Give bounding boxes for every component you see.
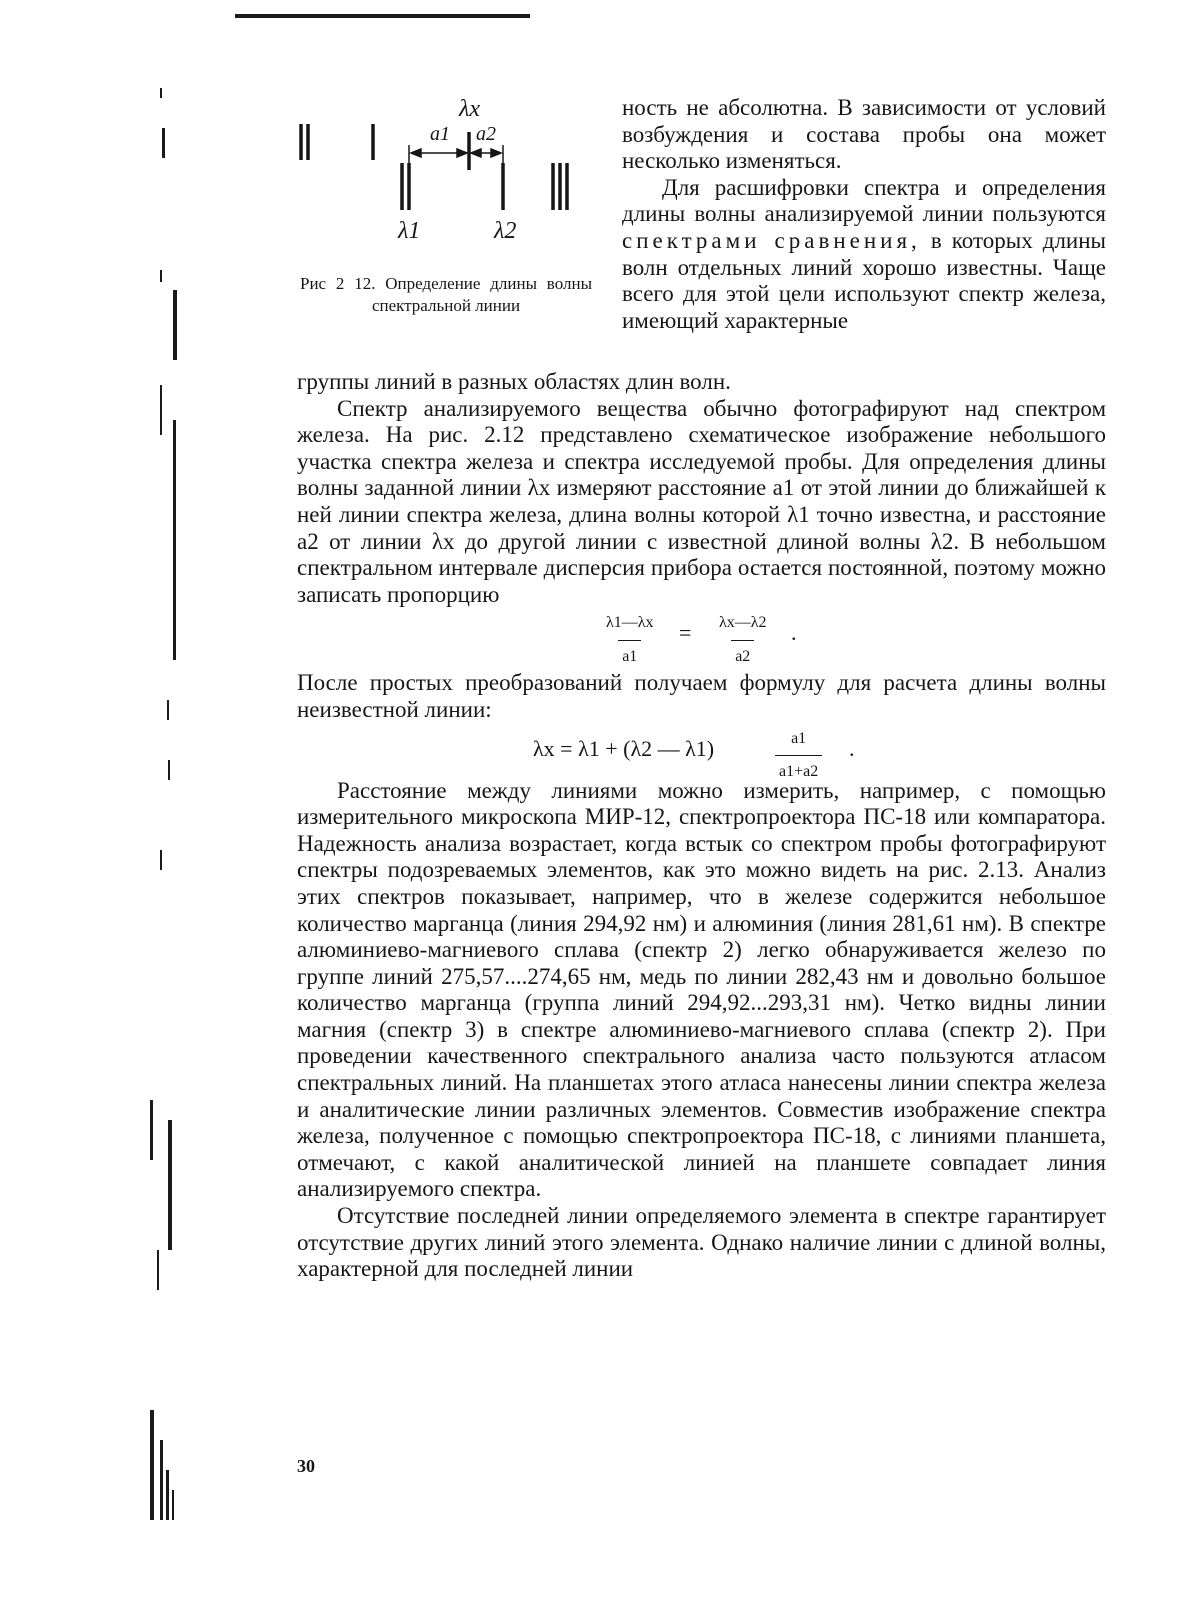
side-p2-before: Для расшифровки спектра и определения длины волны анализируемой линии пользуются — [622, 174, 1106, 227]
side-paragraph-2 — [622, 175, 1106, 335]
lambda-x-label: λx — [459, 96, 481, 122]
distance-arrows — [409, 145, 503, 163]
side-p2-after: в которых длины волн отдельных линий хорошо известны. Чаще всего для этой цели используют спектр железа, имеющий характерные — [622, 227, 1107, 333]
top-scan-rule — [235, 14, 530, 18]
figure-caption: Рис 2 12. Определение длины волны спектральной линии — [300, 274, 592, 315]
paragraph-3: Расстояние между линиями можно измерить, например, с помощью измерительного микроскопа МИР-12, спектропроектора ПС-18 или компаратора. Надежность анализа возрастает, когда встык со спектром пробы фотографируют спектры подозреваемых элементов, как это можно видеть на рис. 2.13. Анализ этих спектров показывает, например, что в железе содержится небольшое количество марганца (линия 294,92 нм) и алюминия (линия 281,61 нм). В спектре алюминиево-магниевого сплава (спектр 2) легко обнаруживается железо по группе линий 275,57....274,65 нм, медь по линии 282,43 нм и довольно большое количество марганца (группа линий 294,92...293,31 нм). Четко видны линии магния (спектр 3) в спектре алюминиево-магниевого сплава (спектр 2). При проведении качественного спектрального анализа часто пользуются атласом спектральных линий. На планшетах этого атласа нанесены линии спектра железа и аналитические линии различных элементов. Совместив изображение спектра железа, полученное с помощью спектропроектора ПС-18, с линиями планшета, отмечают, с какой аналитической линией на планшете совпадает линия анализируемого спектра. — [297, 777, 1106, 1202]
wavelength-formula: λx = λ1 + (λ2 — λ1) $\frac{a1}{a1+a2}$ . — [297, 724, 1106, 778]
continuation-line: группы линий в разных областях длин волн. — [297, 369, 731, 394]
proportion-formula: $\frac{\lambda 1—\lambda x}{a1}$ = $\frac{\lambda x—\lambda 2}{a2}$ . — [297, 608, 1106, 670]
paragraph-4: Отсутствие последней линии определяемого элемента в спектре гарантирует отсутствие других линий этого элемента. Однако наличие линии с длиной волны, характерной для последней линии — [297, 1203, 1106, 1282]
page-number: 30 — [297, 1456, 315, 1476]
spaced-term: спектрами сравнения, — [622, 227, 921, 253]
side-column — [622, 95, 1106, 334]
paragraph-2: После простых преобразований получаем формулу для расчета длины волны неизвестной линии: — [297, 670, 1106, 722]
a1-label: a1 — [430, 123, 450, 145]
lambda-1-label: λ1 — [398, 218, 421, 244]
side-paragraph-1: ность не абсолютна. В зависимости от условий возбуждения и состава пробы она может несколько изменяться. — [622, 95, 1106, 174]
a2-label: a2 — [476, 123, 496, 145]
paragraph-1: Спектр анализируемого вещества обычно фотографируют над спектром железа. На рис. 2.12 представлено схематическое изображение небольшого участка спектра железа и спектра исследуемой пробы. Для определения длины волны заданной линии λx измеряют расстояние a1 от этой линии до ближайшей к ней линии спектра железа, длина волны которой λ1 точно известна, и расстояние a2 от линии λx до другой линии с известной длиной волны λ2. В небольшом спектральном интервале дисперсия прибора остается постоянной, поэтому можно записать пропорцию — [297, 395, 1106, 607]
lambda-2-label: λ2 — [494, 218, 517, 244]
fraction-a1-over-sum: $\frac{a1}{a1+a2}$ — [775, 726, 822, 786]
spectrum-diagram — [290, 88, 600, 268]
main-text — [297, 369, 1106, 1283]
formula-lhs: λx = λ1 + (λ2 — λ1) — [533, 735, 715, 761]
fraction-right: $\frac{\lambda x—\lambda 2}{a2}$ — [715, 610, 771, 670]
fraction-left: $\frac{\lambda 1—\lambda x}{a1}$ — [602, 610, 658, 670]
